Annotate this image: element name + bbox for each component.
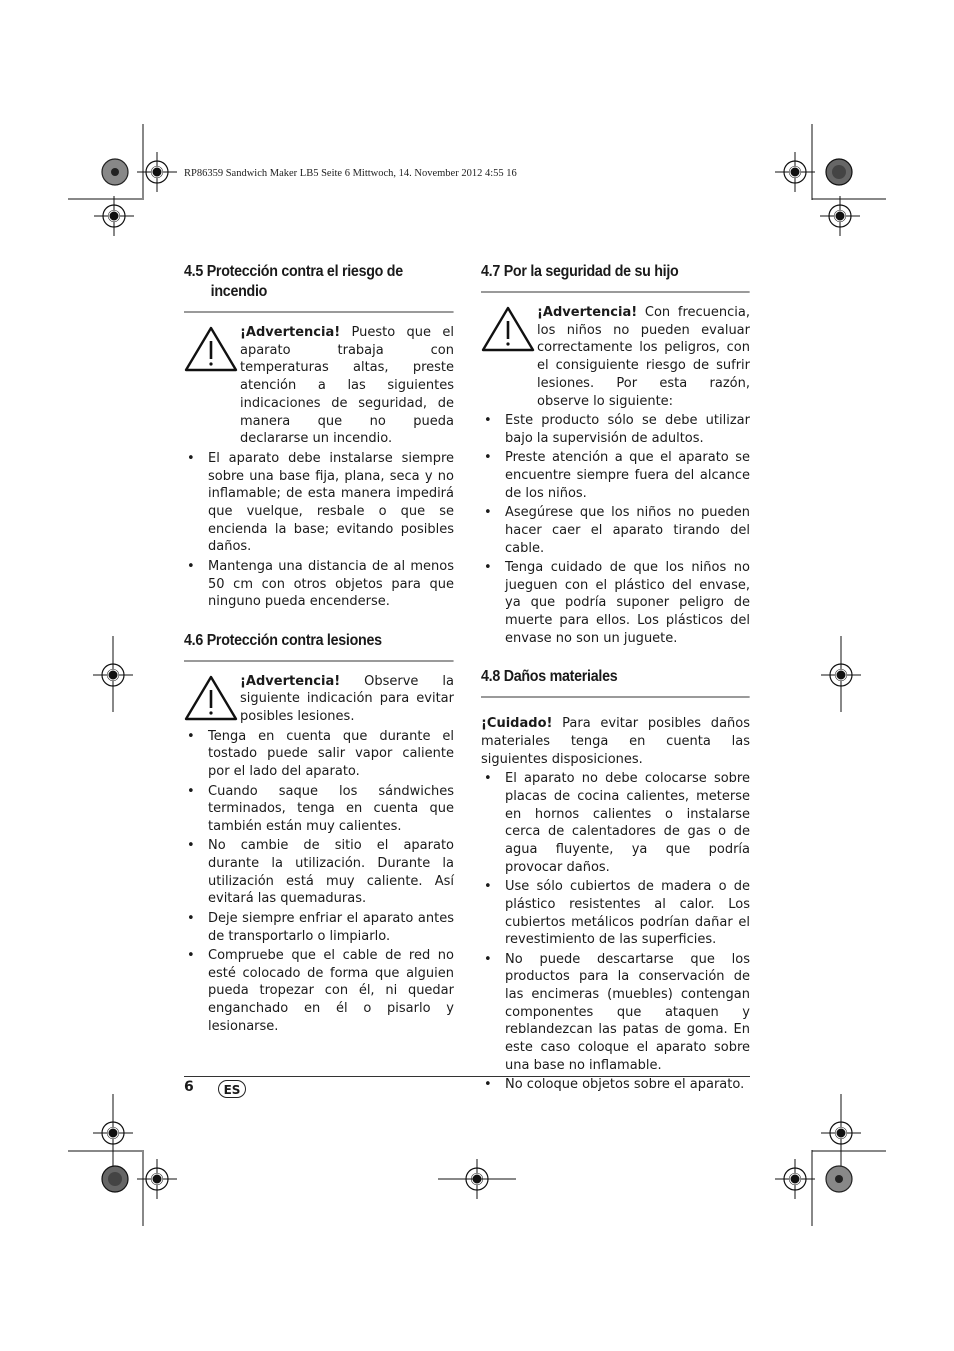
bullet-list	[481, 412, 750, 647]
list-item: • Deje siempre enfriar el aparato antes de transportarlo o limpiarlo.	[184, 910, 454, 945]
list-item: • Mantenga una distancia de al menos 50 cm con otros objetos para que ninguno pueda encenderse.	[184, 558, 454, 611]
list-item: • No cambie de sitio el aparato durante la utilización. Durante la utilización está muy caliente. Así evitará las quemaduras.	[184, 837, 454, 908]
bullet-list	[184, 450, 454, 611]
warning-block	[184, 324, 454, 448]
section-number: 4.8	[481, 668, 501, 686]
section-heading-4-5	[184, 262, 454, 313]
section-title: Por la seguridad de su hijo	[503, 263, 679, 280]
warning-block	[184, 673, 454, 726]
warning-triangle-icon	[481, 304, 537, 354]
section-number: 4.7	[481, 263, 501, 280]
page-number: 6	[184, 1079, 194, 1095]
footer-rule	[184, 1076, 750, 1077]
section-title: Protección contra lesiones	[206, 631, 382, 649]
list-item: • Tenga en cuenta que durante el tostado puede salir vapor caliente por el lado del aparato.	[184, 728, 454, 781]
list-item: • Este producto sólo se debe utilizar bajo la supervisión de adultos.	[481, 412, 750, 447]
bullet-list	[481, 770, 750, 1094]
language-badge: ES	[218, 1080, 246, 1098]
section-number: 4.5	[184, 263, 204, 280]
list-item: • Preste atención a que el aparato se encuentre siempre fuera del alcance de los niños.	[481, 449, 750, 502]
warning-triangle-icon	[184, 324, 240, 374]
bullet-list	[184, 728, 454, 1036]
warning-text: ¡Advertencia! Con frecuencia, los niños no pueden evaluar correctamente los peligros, con el consiguiente riesgo de sufrir lesiones. Por esta razón, observe lo siguiente:	[537, 305, 750, 409]
section-heading-4-8	[481, 667, 750, 698]
warning-text: ¡Advertencia! Observe la siguiente indicación para evitar posibles lesiones.	[240, 673, 454, 725]
list-item: • Tenga cuidado de que los niños no jueguen con el plástico del envase, ya que podría suponer peligro de muerte para ellos. Los plásticos del envase no son un juguete.	[481, 559, 750, 648]
list-item: • El aparato no debe colocarse sobre placas de cocina calientes, meterse en hornos calientes o instalarse cerca de calentadores de gas o de agua fluyente, ya que podría provocar daños.	[481, 770, 750, 876]
list-item: • El aparato debe instalarse siempre sobre una base fija, plana, seca y no inflamable; de esta manera impedirá que vuelque, resbale o que se encienda la base; evitando posibles daños.	[184, 450, 454, 556]
list-item: • No puede descartarse que los productos para la conservación de las encimeras (muebles) contengan componentes que ataquen y reblandezcan las patas de goma. En este caso coloque el aparato sobre una base no inflamable.	[481, 951, 750, 1075]
list-item: • No coloque objetos sobre el aparato.	[481, 1076, 750, 1094]
section-heading-4-7	[481, 262, 750, 293]
section-title: Daños materiales	[503, 668, 618, 686]
right-column	[481, 262, 750, 1096]
section-heading-4-6	[184, 631, 454, 662]
list-item: • Compruebe que el cable de red no esté colocado de forma que alguien pueda tropezar con él, ni quedar enganchado en él o pisarlo y lesionarse.	[184, 947, 454, 1036]
left-column	[184, 262, 454, 1037]
section-title-continued: incendio	[210, 283, 268, 300]
section-title: Protección contra el riesgo de	[206, 263, 403, 280]
list-item: • Use sólo cubiertos de madera o de plástico resistentes al calor. Los cubiertos metálicos podrían dañar el revestimiento de las superficies.	[481, 878, 750, 949]
warning-triangle-icon	[184, 673, 240, 723]
caution-text: ¡Cuidado! Para evitar posibles daños materiales tenga en cuenta las siguientes disposiciones.	[481, 716, 750, 767]
print-header: RP86359 Sandwich Maker LB5 Seite 6 Mittwoch, 14. November 2012 4:55 16	[184, 168, 517, 179]
list-item: • Cuando saque los sándwiches terminados, tenga en cuenta que también están muy calientes.	[184, 783, 454, 836]
section-number: 4.6	[184, 631, 204, 649]
list-item: • Asegúrese que los niños no pueden hacer caer el aparato tirando del cable.	[481, 504, 750, 557]
warning-text: ¡Advertencia! Puesto que el aparato trabaja con temperaturas altas, preste atención a las siguientes indicaciones de seguridad, de manera que no pueda declararse un incendio.	[240, 325, 454, 447]
warning-block	[481, 304, 750, 410]
